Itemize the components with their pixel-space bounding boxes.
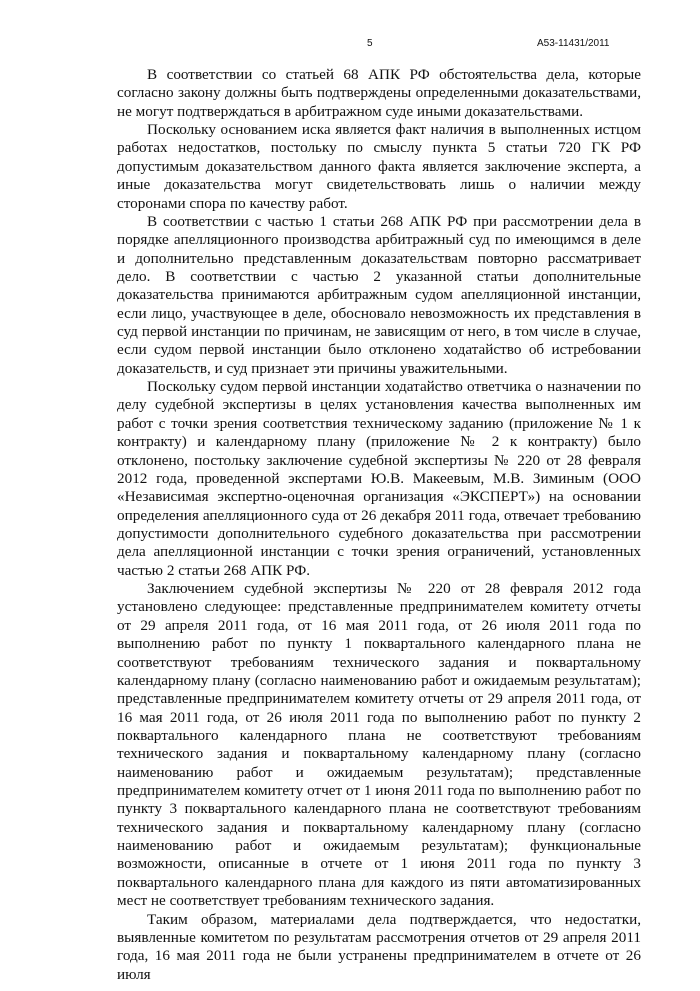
page-header [0, 38, 700, 54]
case-number: А53-11431/2011 [537, 38, 610, 49]
paragraph-conclusion: Таким образом, материалами дела подтверждается, что недостатки, выявленные комитетом по результатам рассмотрения отчетов от 29 апреля 2011 года, 16 мая 2011 года не были устранены предпринимателем в отчете от 26 июля [117, 910, 641, 983]
paragraph-claim-basis: Поскольку основанием иска является факт наличия в выполненных истцом работах недостатков, постольку по смыслу пункта 5 статьи 720 ГК РФ допустимым доказательством данного факта является заключение эксперта, а иные доказательства могут свидетельствовать лишь о наличии между сторонами спора по качеству работ. [117, 121, 641, 212]
paragraph-evidence-rule: В соответствии со статьей 68 АПК РФ обстоятельства дела, которые согласно закону должны быть подтверждены определенными доказательствами, не могут подтверждаться в арбитражном суде иными доказательствами. [117, 66, 641, 120]
paragraph-appeal-procedure: В соответствии с частью 1 статьи 268 АПК РФ при рассмотрении дела в порядке апелляционного производства арбитражный суд по имеющимся в деле и дополнительно представленным доказательствам повторно рассматривает дело. В соответствии с частью 2 указанной статьи дополнительные доказательства принимаются арбитражным судом апелляционной инстанции, если лицо, участвующее в деле, обосновало невозможность их представления в суд первой инстанции по причинам, не зависящим от него, в том числе в случае, если судом первой инстанции было отклонено ходатайство об истребовании доказательств, и суд признает эти причины уважительными. [117, 212, 641, 377]
paragraph-expert-motion: Поскольку судом первой инстанции ходатайство ответчика о назначении по делу судебной экспертизы в целях установления качества выполненных им работ с точки зрения соответствия техническому заданию (приложение № 1 к контракту) и календарному плану (приложение № 2 к контракту) было отклонено, постольку заключение судебной экспертизы № 220 от 28 февраля 2012 года, проведенной экспертами Ю.В. Макеевым, М.В. Зиминым (ООО «Независимая экспертно-оценочная организация «ЭКСПЕРТ») на основании определения апелляционного суда от 26 декабря 2011 года, отвечает требованию допустимости дополнительного судебного доказательства при рассмотрении дела апелляционной инстанции с точки зрения ограничений, установленных частью 2 статьи 268 АПК РФ. [117, 378, 641, 579]
paragraph-expert-findings: Заключением судебной экспертизы № 220 от 28 февраля 2012 года установлено следующее: представленные предпринимателем комитету отчеты от 29 апреля 2011 года, от 16 мая 2011 года, от 26 июля 2011 года по выполнению работ по пункту 1 поквартального календарного плана не соответствуют требованиям технического задания и поквартальному календарному плану (согласно наименованию работ и ожидаемым результатам); представленные предпринимателем комитету отчеты от 29 апреля 2011 года, от 16 мая 2011 года, от 26 июля 2011 года по выполнению работ по пункту 2 поквартального календарного плана не соответствуют требованиям технического задания и поквартальному календарному плану (согласно наименованию работ и ожидаемым результатам); представленные предпринимателем комитету отчет от 1 июня 2011 года по выполнению работ по пункту 3 поквартального календарного плана не соответствуют требованиям технического задания и поквартальному календарному плану (согласно наименованию работ и ожидаемым результатам); функциональные возможности, описанные в отчете от 1 июня 2011 года по пункту 3 поквартального календарного плана для каждого из пяти автоматизированных мест не соответствует требованиям технического задания. [117, 580, 641, 910]
page-number: 5 [367, 38, 373, 49]
document-body [117, 66, 641, 984]
